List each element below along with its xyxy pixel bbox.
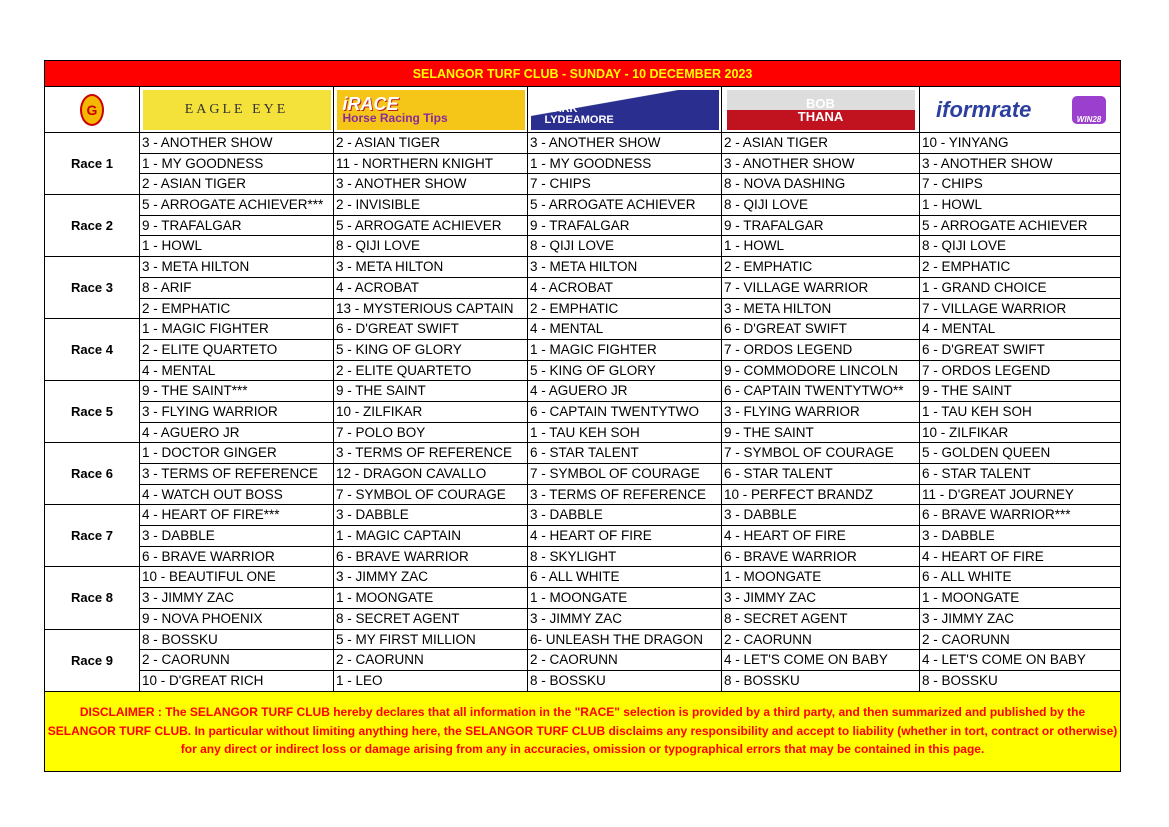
tip-cell: 6 - D'GREAT SWIFT xyxy=(336,321,459,337)
tip-cell: 1 - LEO xyxy=(336,672,383,688)
tip-cell: 2 - CAORUNN xyxy=(142,652,230,668)
tip-cell: 6 - STAR TALENT xyxy=(724,466,833,481)
tip-cell: 4 - MENTAL xyxy=(530,321,604,337)
tip-cell: 9 - THE SAINT xyxy=(724,424,814,440)
tip-cell: 6- UNLEASH THE DRAGON xyxy=(530,631,704,647)
tip-cell: 9 - THE SAINT xyxy=(922,383,1012,399)
tip-cell: 10 - YINYANG xyxy=(922,135,1009,150)
race-row xyxy=(45,236,1121,257)
tip-cell: 4 - MENTAL xyxy=(922,321,996,337)
race-row xyxy=(45,505,1121,526)
tip-cell: 7 - SYMBOL OF COURAGE xyxy=(336,486,506,502)
tip-cell: 6 - BRAVE WARRIOR xyxy=(142,548,275,564)
race-row xyxy=(45,567,1121,588)
tip-cell: 9 - NOVA PHOENIX xyxy=(142,610,263,626)
race-row xyxy=(45,257,1121,278)
tip-cell: 7 - POLO BOY xyxy=(336,424,426,440)
tip-cell: 2 - INVISIBLE xyxy=(336,197,421,213)
tip-cell: 11 - NORTHERN KNIGHT xyxy=(336,155,494,171)
tip-cell: 4 - HEART OF FIRE xyxy=(530,528,652,544)
race-row xyxy=(45,422,1121,443)
irace-logo-line2: Horse Racing Tips xyxy=(342,111,448,125)
eagle-eye-logo: EAGLE EYE xyxy=(143,90,331,130)
bob-logo-line2: THANA xyxy=(797,108,844,124)
tip-cell: 3 - META HILTON xyxy=(530,259,638,275)
tip-cell: 7 - CHIPS xyxy=(530,176,591,192)
tip-cell: 10 - PERFECT BRANDZ xyxy=(724,486,874,502)
tip-cell: 5 - GOLDEN QUEEN xyxy=(922,445,1051,461)
race-row xyxy=(45,215,1121,236)
tip-cell: 3 - DABBLE xyxy=(922,528,995,544)
tip-cell: 8 - QIJI LOVE xyxy=(724,197,809,213)
tip-cell: 3 - JIMMY ZAC xyxy=(922,610,1015,626)
tip-cell: 9 - TRAFALGAR xyxy=(724,217,824,233)
iformrate-logo xyxy=(926,90,1114,130)
tip-cell: 10 - BEAUTIFUL ONE xyxy=(142,569,276,585)
race-row xyxy=(45,484,1121,505)
tip-cell: 13 - MYSTERIOUS CAPTAIN xyxy=(336,300,514,316)
tip-cell: 8 - BOSSKU xyxy=(724,672,800,688)
race-row xyxy=(45,153,1121,174)
tip-cell: 8 - ARIF xyxy=(142,279,192,295)
tip-cell: 1 - MOONGATE xyxy=(922,590,1020,606)
tip-cell: 5 - KING OF GLORY xyxy=(530,362,656,378)
tip-cell: 1 - HOWL xyxy=(724,238,785,254)
tip-cell: 5 - KING OF GLORY xyxy=(336,341,462,357)
tip-cell: 2 - CAORUNN xyxy=(724,631,812,647)
race-label: Race 1 xyxy=(45,133,140,195)
disclaimer-text: DISCLAIMER : The SELANGOR TURF CLUB hereby declares that all information in the "RACE" selection is provided by a third party, and then summarized and published by the SELANGOR TURF CLUB. In particular without limiting anything here, the SELANGOR TURF CLUB disclaims any responsibility and accept to liability (whether in tort, contract or otherwise) for any direct or indirect loss or damage arising from any in accuracies, omission or typographical errors that may be contained in this page. xyxy=(45,691,1121,771)
tip-cell: 3 - DABBLE xyxy=(336,507,409,523)
tip-cell: 7 - SYMBOL OF COURAGE xyxy=(530,466,700,481)
tip-cell: 1 - DOCTOR GINGER xyxy=(142,445,277,461)
tip-cell: 8 - SECRET AGENT xyxy=(724,610,848,626)
tip-cell: 5 - ARROGATE ACHIEVER*** xyxy=(142,197,324,213)
race-row xyxy=(45,133,1121,154)
tip-cell: 6 - BRAVE WARRIOR xyxy=(336,548,469,564)
tip-cell: 3 - META HILTON xyxy=(336,259,444,275)
tip-cell: 3 - FLYING WARRIOR xyxy=(724,403,860,419)
tip-cell: 6 - BRAVE WARRIOR*** xyxy=(922,507,1071,523)
tip-cell: 1 - MOONGATE xyxy=(724,569,822,585)
tip-cell: 7 - ORDOS LEGEND xyxy=(724,341,853,357)
tip-cell: 9 - THE SAINT xyxy=(336,383,426,399)
tip-cell: 3 - TERMS OF REFERENCE xyxy=(336,445,513,461)
tip-cell: 1 - MAGIC FIGHTER xyxy=(142,321,269,337)
mark-logo-line2: LYDEAMORE xyxy=(544,113,614,126)
tip-cell: 4 - HEART OF FIRE xyxy=(724,528,846,544)
tip-cell: 8 - QIJI LOVE xyxy=(336,238,421,254)
tip-cell: 6 - D'GREAT SWIFT xyxy=(724,321,847,337)
tip-cell: 4 - AGUERO JR xyxy=(530,383,628,399)
race-label: Race 5 xyxy=(45,381,140,443)
tip-cell: 4 - AGUERO JR xyxy=(142,424,240,440)
tip-cell: 12 - DRAGON CAVALLO xyxy=(336,466,487,481)
tip-cell: 6 - CAPTAIN TWENTYTWO** xyxy=(724,383,904,399)
race-row xyxy=(45,277,1121,298)
tip-cell: 2 - CAORUNN xyxy=(922,631,1010,647)
race-row xyxy=(45,360,1121,381)
tip-cell: 4 - LET'S COME ON BABY xyxy=(724,652,888,668)
tip-cell: 8 - BOSSKU xyxy=(142,631,218,647)
tip-cell: 4 - MENTAL xyxy=(142,362,216,378)
tip-cell: 5 - ARROGATE ACHIEVER xyxy=(922,217,1088,233)
tip-cell: 3 - ANOTHER SHOW xyxy=(724,155,855,171)
sheet-title: SELANGOR TURF CLUB - SUNDAY - 10 DECEMBER 2023 xyxy=(45,61,1121,87)
race-row xyxy=(45,381,1121,402)
tip-cell: 2 - ASIAN TIGER xyxy=(724,135,829,150)
race-label: Race 3 xyxy=(45,257,140,319)
tip-cell: 4 - ACROBAT xyxy=(336,279,420,295)
tip-cell: 3 - JIMMY ZAC xyxy=(530,610,623,626)
tip-cell: 2 - CAORUNN xyxy=(530,652,618,668)
tip-cell: 6 - ALL WHITE xyxy=(530,569,620,585)
race-label: Race 2 xyxy=(45,195,140,257)
tip-cell: 4 - HEART OF FIRE xyxy=(922,548,1044,564)
mark-lydeamore-logo xyxy=(531,90,719,130)
tip-cell: 3 - TERMS OF REFERENCE xyxy=(142,466,319,481)
tip-cell: 10 - ZILFIKAR xyxy=(922,424,1009,440)
tip-cell: 2 - EMPHATIC xyxy=(724,259,813,275)
race-row xyxy=(45,546,1121,567)
tip-cell: 2 - ELITE QUARTETO xyxy=(336,362,472,378)
race-row xyxy=(45,174,1121,195)
tip-cell: 2 - CAORUNN xyxy=(336,652,424,668)
tip-cell: 3 - DABBLE xyxy=(724,507,797,523)
tip-cell: 8 - NOVA DASHING xyxy=(724,176,846,192)
race-label: Race 6 xyxy=(45,443,140,505)
tip-cell: 3 - META HILTON xyxy=(724,300,832,316)
race-row xyxy=(45,339,1121,360)
race-label: Race 7 xyxy=(45,505,140,567)
tip-cell: 2 - ELITE QUARTETO xyxy=(142,341,278,357)
race-label: Race 9 xyxy=(45,629,140,691)
tip-cell: 3 - ANOTHER SHOW xyxy=(530,135,661,150)
race-row xyxy=(45,629,1121,650)
tip-cell: 3 - JIMMY ZAC xyxy=(336,569,429,585)
tip-cell: 1 - TAU KEH SOH xyxy=(530,424,640,440)
tip-cell: 8 - BOSSKU xyxy=(922,672,998,688)
tip-cell: 2 - EMPHATIC xyxy=(142,300,231,316)
race-row xyxy=(45,464,1121,485)
tip-cell: 3 - JIMMY ZAC xyxy=(724,590,817,606)
club-crest-icon: G xyxy=(80,94,104,126)
tip-cell: 3 - ANOTHER SHOW xyxy=(336,176,467,192)
race-row xyxy=(45,298,1121,319)
tip-cell: 6 - ALL WHITE xyxy=(922,569,1012,585)
tip-cell: 5 - MY FIRST MILLION xyxy=(336,631,476,647)
tip-cell: 7 - ORDOS LEGEND xyxy=(922,362,1051,378)
win28-badge: WIN28 xyxy=(1072,96,1106,124)
tip-cell: 1 - HOWL xyxy=(922,197,983,213)
tip-cell: 8 - SKYLIGHT xyxy=(530,548,617,564)
tip-cell: 3 - ANOTHER SHOW xyxy=(142,135,273,150)
tip-cell: 10 - D'GREAT RICH xyxy=(142,672,264,688)
tip-cell: 8 - SECRET AGENT xyxy=(336,610,460,626)
tip-cell: 9 - THE SAINT*** xyxy=(142,383,248,399)
tip-cell: 8 - QIJI LOVE xyxy=(530,238,615,254)
tip-cell: 7 - SYMBOL OF COURAGE xyxy=(724,445,894,461)
tip-cell: 7 - VILLAGE WARRIOR xyxy=(922,300,1067,316)
tip-cell: 3 - TERMS OF REFERENCE xyxy=(530,486,707,502)
race-tips-table xyxy=(44,60,1121,772)
bob-logo-line1: BOB xyxy=(806,95,835,111)
tip-cell: 8 - BOSSKU xyxy=(530,672,606,688)
tip-cell: 6 - STAR TALENT xyxy=(530,445,639,461)
tip-cell: 3 - ANOTHER SHOW xyxy=(922,155,1053,171)
tip-cell: 9 - TRAFALGAR xyxy=(142,217,242,233)
tip-cell: 2 - ASIAN TIGER xyxy=(336,135,441,150)
tip-cell: 7 - VILLAGE WARRIOR xyxy=(724,279,869,295)
tip-cell: 3 - DABBLE xyxy=(142,528,215,544)
tip-cell: 8 - QIJI LOVE xyxy=(922,238,1007,254)
tip-cell: 1 - TAU KEH SOH xyxy=(922,403,1032,419)
tip-cell: 3 - JIMMY ZAC xyxy=(142,590,235,606)
irace-logo-line1: iRACE xyxy=(342,94,399,114)
tip-cell: 3 - DABBLE xyxy=(530,507,603,523)
tip-cell: 1 - MOONGATE xyxy=(336,590,434,606)
race-row xyxy=(45,526,1121,547)
tip-cell: 4 - LET'S COME ON BABY xyxy=(922,652,1086,668)
tip-cell: 5 - ARROGATE ACHIEVER xyxy=(530,197,696,213)
tip-cell: 1 - MAGIC FIGHTER xyxy=(530,341,657,357)
race-row xyxy=(45,670,1121,691)
tip-cell: 11 - D'GREAT JOURNEY xyxy=(922,486,1074,502)
race-row xyxy=(45,401,1121,422)
tip-cell: 1 - MAGIC CAPTAIN xyxy=(336,528,462,544)
tip-cell: 6 - BRAVE WARRIOR xyxy=(724,548,857,564)
race-row xyxy=(45,608,1121,629)
tip-cell: 6 - STAR TALENT xyxy=(922,466,1031,481)
tip-cell: 1 - MY GOODNESS xyxy=(530,155,652,171)
tip-cell: 5 - ARROGATE ACHIEVER xyxy=(336,217,502,233)
tip-cell: 2 - EMPHATIC xyxy=(530,300,619,316)
irace-logo xyxy=(337,90,525,130)
race-row xyxy=(45,650,1121,671)
bob-thana-logo xyxy=(727,90,915,130)
race-row xyxy=(45,195,1121,216)
race-label: Race 4 xyxy=(45,319,140,381)
tip-cell: 10 - ZILFIKAR xyxy=(336,403,423,419)
tip-cell: 9 - TRAFALGAR xyxy=(530,217,630,233)
race-row xyxy=(45,319,1121,340)
tip-cell: 3 - META HILTON xyxy=(142,259,250,275)
tip-cell: 6 - CAPTAIN TWENTYTWO xyxy=(530,403,700,419)
tip-cell: 4 - ACROBAT xyxy=(530,279,614,295)
tip-cell: 3 - FLYING WARRIOR xyxy=(142,403,278,419)
tip-cell: 7 - CHIPS xyxy=(922,176,983,192)
tip-cell: 1 - MY GOODNESS xyxy=(142,155,264,171)
race-label: Race 8 xyxy=(45,567,140,629)
tipster-logo-row xyxy=(45,87,1121,133)
mark-logo-line1: MARK xyxy=(544,102,578,115)
tip-cell: 9 - COMMODORE LINCOLN xyxy=(724,362,899,378)
tip-cell: 2 - ASIAN TIGER xyxy=(142,176,247,192)
tip-cell: 1 - MOONGATE xyxy=(530,590,628,606)
tip-cell: 6 - D'GREAT SWIFT xyxy=(922,341,1045,357)
tip-cell: 1 - GRAND CHOICE xyxy=(922,279,1047,295)
tip-cell: 4 - HEART OF FIRE*** xyxy=(142,507,280,523)
tip-cell: 4 - WATCH OUT BOSS xyxy=(142,486,283,502)
iformrate-logo-text: iformrate xyxy=(936,96,1032,122)
race-row xyxy=(45,588,1121,609)
tip-cell: 1 - HOWL xyxy=(142,238,203,254)
tip-cell: 2 - EMPHATIC xyxy=(922,259,1011,275)
race-row xyxy=(45,443,1121,464)
